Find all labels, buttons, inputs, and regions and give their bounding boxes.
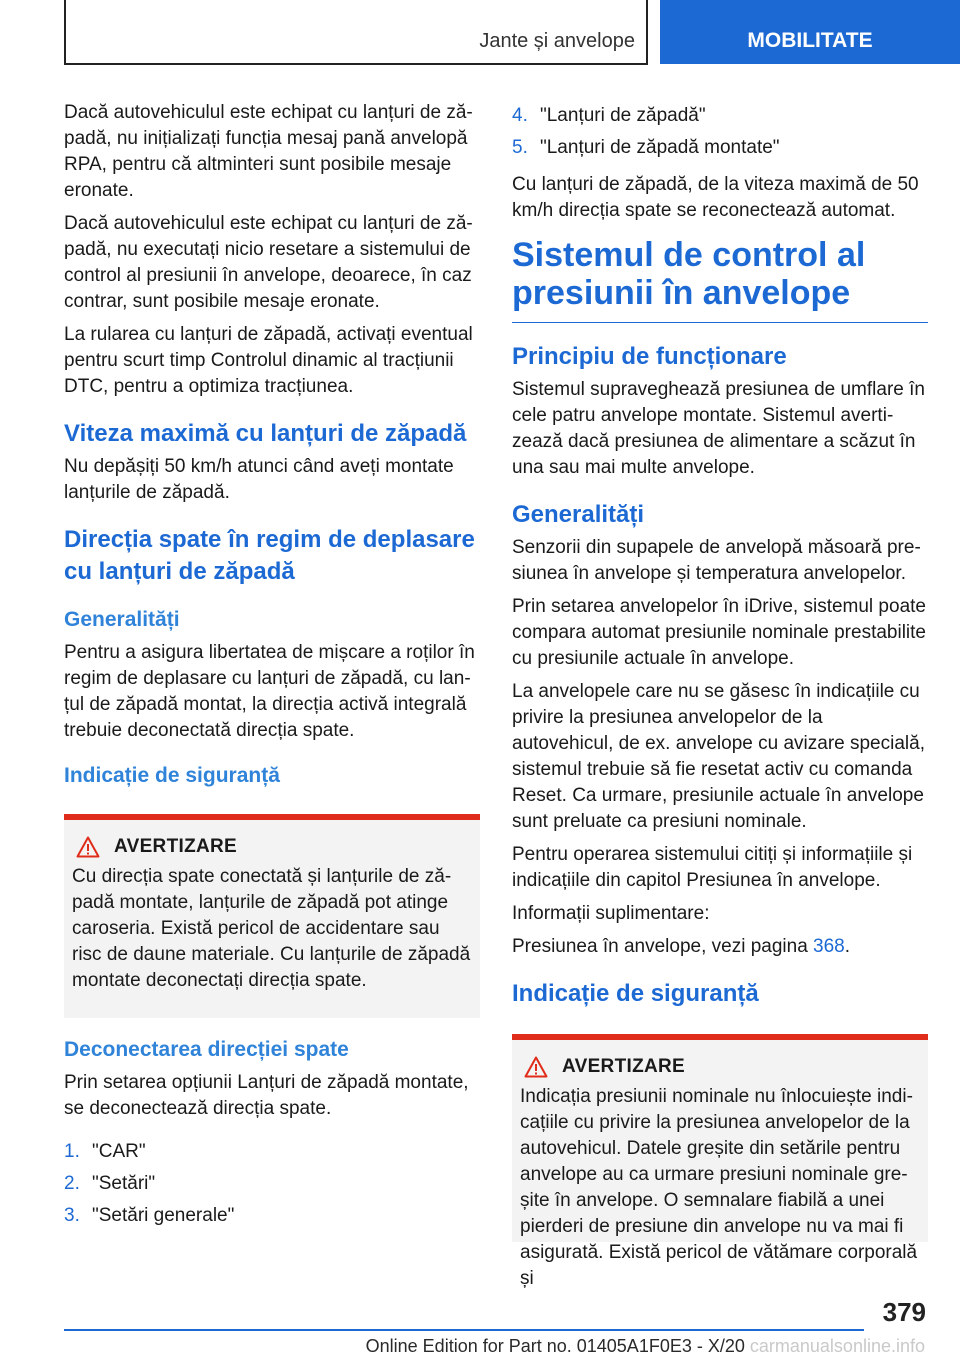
paragraph: Pentru a asigura libertatea de mișcare a roților în regim de deplasare cu lanțuri de zăpadă, cu lanțul de zăpadă montat, la direcția activă integrală trebuie deconectată direcția spate. [64, 642, 475, 741]
warning-title: AVERTIZARE [562, 1056, 685, 1077]
paragraph: Pentru operarea sistemului citiți și informațiile și indicațiile din capitol Presiunea în anvelope. [512, 844, 913, 891]
heading-general: Generalități [64, 608, 180, 631]
warning-triangle-icon [524, 1056, 548, 1078]
reference-end: . [844, 936, 851, 957]
heading-general: Generalități [512, 501, 645, 528]
watermark: carmanualsonline.info [749, 1336, 925, 1356]
paragraph: Cu lanțuri de zăpadă, de la viteza maximă de 50 km/h direcția spate se reconectează automat. [512, 174, 919, 221]
left-column [64, 100, 480, 1240]
paragraph: Senzorii din supapele de anvelopă măsoară presiunea în anvelope și temperatura anvelopelor. [512, 537, 921, 584]
warning-header [72, 836, 472, 858]
page-reference-link[interactable]: 368 [813, 936, 845, 957]
paragraph: Dacă autovehiculul este echipat cu lanțuri de zăpadă, nu executați nicio resetare a sistemului de control al presiunii în anvelope, deoarece, în caz contrar, sunt posibile mesaje eronate. [64, 213, 473, 312]
list-item [64, 1168, 480, 1200]
step-number: 1. [64, 1141, 80, 1162]
heading-safety: Indicație de siguranță [64, 764, 280, 787]
step-number: 3. [64, 1205, 80, 1226]
page-number: 379 [882, 1297, 926, 1327]
paragraph: Informații suplimentare: [512, 903, 710, 924]
list-item [64, 1136, 480, 1168]
paragraph: Prin setarea opțiunii Lanțuri de zăpadă montate, se deconectează direcția spate. [64, 1072, 469, 1119]
header-rule-bottom [64, 63, 648, 65]
step-number: 2. [64, 1173, 80, 1194]
step-text: "CAR" [92, 1141, 146, 1162]
warning-box [64, 814, 480, 1018]
paragraph [512, 934, 928, 960]
steps-list-continued [512, 100, 928, 164]
paragraph: Dacă autovehiculul este echipat cu lanțuri de zăpadă, nu inițializați funcția mesaj pană anvelopă RPA, pentru că altminteri sunt posibile mesaje eronate. [64, 102, 473, 201]
steps-list [64, 1136, 480, 1232]
footer-edition [366, 1336, 925, 1357]
footer-rule [64, 1329, 864, 1331]
paragraph: Nu depășiți 50 km/h atunci când aveți montate lanțurile de zăpadă. [64, 456, 454, 503]
paragraph: La anvelopele care nu se găsesc în indicațiile cu privire la presiunea anvelopelor de la autovehicul, de ex. anvelope cu avizare specială, sistemul trebuie să fie resetat activ cu comanda Reset. Ca urmare, presiunile actuale în anvelope sunt preluate ca presiuni nominale. [512, 681, 925, 832]
step-number: 5. [512, 137, 528, 158]
paragraph: La rularea cu lanțuri de zăpadă, activați eventual pentru scurt timp Controlul dinamic al tracțiunii DTC, pentru a optimiza tracțiunea. [64, 324, 473, 397]
heading-max-speed: Viteza maximă cu lanțuri de zăpadă [64, 420, 467, 447]
warning-text: Cu direcția spate conectată și lanțurile de zăpadă montate, lanțurile de zăpadă pot atinge caroseria. Există pericol de accidentare sau risc de daune materiale. Cu lanțurile de zăpadă montate deconectați direcția spate. [72, 866, 471, 991]
warning-header [520, 1056, 920, 1078]
warning-title: AVERTIZARE [114, 836, 237, 857]
step-number: 4. [512, 105, 528, 126]
heading-disconnect: Deconectarea direcției spate [64, 1038, 349, 1061]
paragraph: Sistemul supraveghează presiunea de umflare în cele patru anvelope montate. Sistemul avertizează dacă presiunea de alimentare a scăzut în una sau mai multe anvelope. [512, 379, 925, 478]
heading-tpms: Sistemul de control al presiunii în anvelope [512, 236, 928, 323]
warning-text: Indicația presiunii nominale nu înlocuiește indicațiile cu privire la presiunea anvelopelor de la autovehicul. Datele greșite din setările pentru anvelope au ca urmare presiuni nominale greșite în anvelope. O semnalare fiabilă a unei pierderi de presiune din anvelope nu va mai fi asigurată. Există pericol de vătămare corporală și [520, 1086, 918, 1289]
edition-text: Online Edition for Part no. 01405A1F0E3 - X/20 [365, 1336, 745, 1356]
header-rule-right [646, 0, 648, 64]
chapter-title: Jante și anvelope [479, 30, 635, 52]
list-item [512, 100, 928, 132]
warning-box [512, 1034, 928, 1289]
header-rule-left [64, 0, 66, 64]
list-item [512, 132, 928, 164]
step-text: "Setări generale" [92, 1205, 235, 1226]
list-item [64, 1200, 480, 1232]
heading-principle: Principiu de funcționare [512, 343, 787, 370]
right-column [512, 100, 928, 1289]
step-text: "Setări" [92, 1173, 156, 1194]
heading-safety: Indicație de siguranță [512, 980, 759, 1007]
paragraph: Prin setarea anvelopelor în iDrive, sistemul poate compara automat presiunile nominale prestabilite cu presiunile actuale în anvelope. [512, 596, 927, 669]
reference-text: Presiunea în anvelope, vezi pagina [512, 936, 814, 957]
warning-triangle-icon [76, 836, 100, 858]
section-tab[interactable]: MOBILITATE [660, 0, 960, 64]
step-text: "Lanțuri de zăpadă montate" [540, 137, 780, 158]
heading-rear-steering: Direcția spate în regim de deplasare cu lanțuri de zăpadă [64, 526, 475, 585]
step-text: "Lanțuri de zăpadă" [540, 105, 706, 126]
